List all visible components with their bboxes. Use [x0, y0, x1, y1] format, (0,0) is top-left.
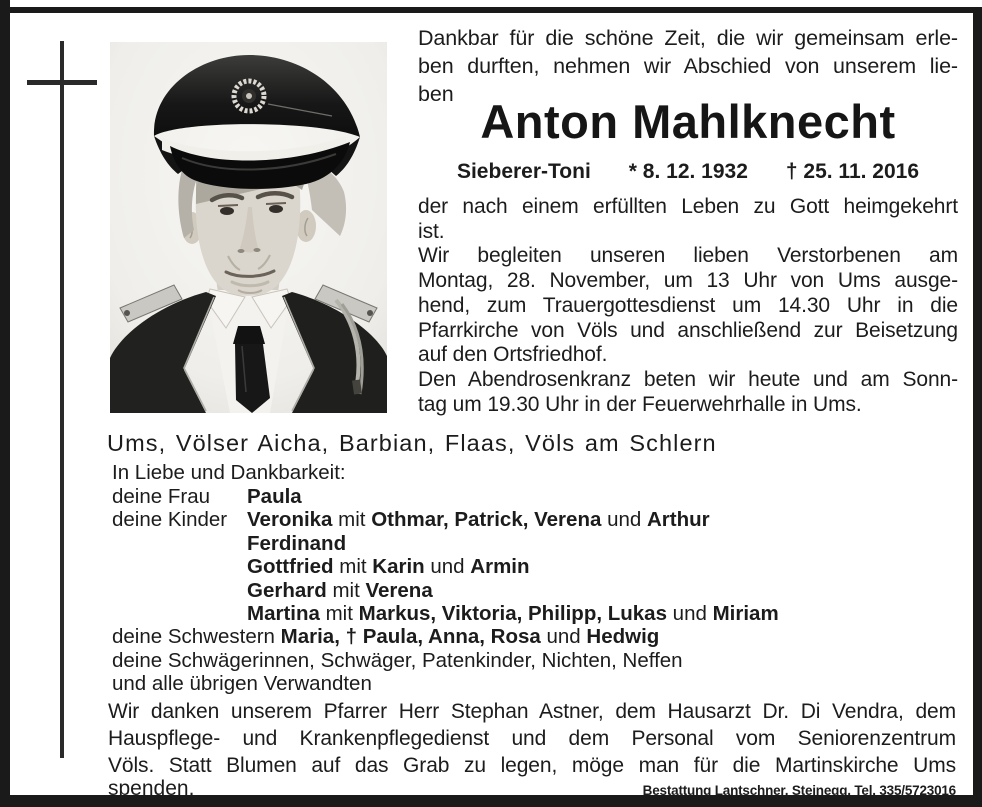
- family-names: [247, 532, 968, 555]
- family-name: Veronika: [247, 508, 333, 532]
- family-row: [112, 625, 968, 648]
- family-row: [112, 602, 968, 625]
- family-relation-label: [112, 555, 247, 578]
- family-name: Martina: [247, 602, 320, 626]
- text-line: auf den Ortsfriedhof.: [418, 343, 608, 367]
- family-text: und: [601, 508, 647, 532]
- family-text: mit: [332, 508, 372, 532]
- family-row: [112, 485, 968, 508]
- family-list: [112, 485, 968, 696]
- birth-date: * 8. 12. 1932: [628, 160, 748, 183]
- family-names: [247, 555, 968, 578]
- text-line: Wir begleiten unseren lieben Verstorbenen am: [418, 244, 958, 268]
- family-names: [112, 649, 683, 672]
- family-name: Othmar, Patrick, Verena: [371, 508, 602, 532]
- family-text: und: [666, 602, 713, 626]
- family-relation-label: deine Kinder: [112, 508, 228, 532]
- border-top: [10, 7, 982, 13]
- portrait-photo: [110, 42, 387, 413]
- family-relation-label: [112, 602, 247, 625]
- family-text: mit: [333, 555, 373, 579]
- closing-line: In Liebe und Dankbarkeit:: [112, 461, 346, 484]
- family-relation-label: deine Frau: [112, 485, 211, 508]
- family-row: [112, 579, 968, 602]
- family-text: und: [540, 625, 587, 649]
- family-row: [112, 672, 968, 695]
- family-name: Maria, † Paula, Anna, Rosa: [280, 625, 541, 649]
- family-name: Gottfried: [247, 555, 334, 579]
- family-text: und: [424, 555, 471, 579]
- text-line: Den Abendrosenkranz beten wir heute und am Sonn-: [418, 367, 958, 391]
- places-line: Ums, Völser Aicha, Barbian, Flaas, Völs am Schlern: [107, 430, 717, 456]
- family-name: Paula: [247, 485, 302, 508]
- text-line: tag um 19.30 Uhr in der Feuerwehrhalle in Ums.: [418, 392, 862, 416]
- cross-stem: [60, 41, 64, 758]
- family-name: Hedwig: [586, 625, 660, 649]
- text-line: Montag, 28. November, um 13 Uhr von Ums ausge-: [418, 269, 958, 293]
- border-left: [0, 0, 10, 807]
- family-names: [247, 579, 968, 602]
- family-names: [112, 625, 659, 648]
- family-row: [112, 555, 968, 578]
- family-name: Verena: [365, 578, 433, 602]
- text-line: Pfarrkirche von Völs und anschließend zur Beisetzung: [418, 318, 958, 342]
- announcement-text: [418, 195, 958, 417]
- family-relation-label: [112, 579, 247, 602]
- family-name: Gerhard: [247, 578, 327, 602]
- text-line: Hauspflege- und Krankenpflegedienst und dem Personal vom Seniorenzentrum: [108, 727, 956, 750]
- cross-bar: [27, 80, 97, 85]
- family-row: [112, 532, 968, 555]
- family-name: Miriam: [712, 602, 779, 626]
- funeral-home-credit: Bestattung Lantschner, Steinegg, Tel. 335/5723016: [642, 783, 956, 798]
- death-date: † 25. 11. 2016: [785, 160, 920, 183]
- text-line: Dankbar für die schöne Zeit, die wir gemeinsam erle-: [418, 26, 958, 50]
- family-names: [247, 508, 968, 531]
- text-line: ben: [418, 82, 454, 106]
- deceased-name: Anton Mahlknecht: [480, 95, 896, 148]
- nickname: Sieberer-Toni: [456, 160, 591, 183]
- thanks-last-line: spenden.: [108, 777, 195, 800]
- family-text: und alle übrigen Verwandten: [112, 672, 372, 696]
- thanks-paragraph: [108, 698, 956, 779]
- family-name: Arthur: [646, 508, 710, 532]
- text-line: Wir danken unserem Pfarrer Herr Stephan Astner, dem Hausarzt Dr. Di Vendra, dem: [108, 700, 956, 723]
- family-relation-label: [112, 532, 247, 555]
- family-text: mit: [319, 602, 359, 626]
- family-text: deine Schwestern: [112, 625, 281, 649]
- family-row: [112, 508, 968, 531]
- family-text: mit: [326, 578, 366, 602]
- family-text: deine Schwägerinnen, Schwäger, Patenkinder, Nichten, Neffen: [112, 648, 683, 672]
- family-name: Armin: [470, 555, 530, 579]
- family-names: [247, 485, 968, 508]
- family-name: Karin: [372, 555, 425, 579]
- text-line: der nach einem erfüllten Leben zu Gott heimgekehrt: [418, 195, 958, 218]
- border-right: [973, 7, 982, 807]
- text-line: ist.: [418, 219, 445, 243]
- dates-line: [418, 160, 958, 184]
- bottom-row: [108, 777, 956, 801]
- text-line: ben durften, nehmen wir Abschied von unserem lie-: [418, 54, 958, 78]
- family-name: Markus, Viktoria, Philipp, Lukas: [358, 602, 667, 626]
- text-line: hend, zum Trauergottesdienst um 14.30 Uhr in die: [418, 293, 958, 317]
- family-row: [112, 649, 968, 672]
- text-line: Völs. Statt Blumen auf das Grab zu legen, möge man für die Martinskirche Ums: [108, 754, 956, 777]
- family-name: Ferdinand: [247, 531, 347, 555]
- family-names: [112, 672, 372, 695]
- family-names: [247, 602, 968, 625]
